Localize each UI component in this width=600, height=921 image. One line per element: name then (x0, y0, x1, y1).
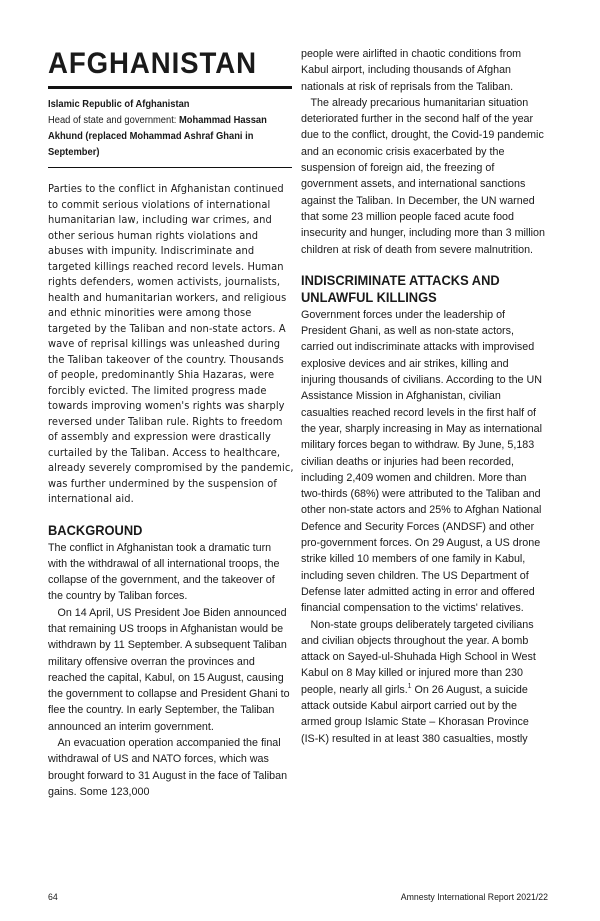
background-heading: BACKGROUND (48, 521, 143, 538)
report-title: Amnesty International Report 2021/22 (400, 892, 548, 903)
background-paragraph-3-continued: people were airlifted in chaotic conditions from Kabul airport, including thousands of Afghan nationals at risk of reprisals from the Taliban. (301, 48, 522, 93)
title-rule (48, 86, 292, 89)
head-label: Head of state and government: (48, 115, 180, 126)
summary-text: Parties to the conflict in Afghanistan continued to commit serious violations of international humanitarian law, including war crimes, and other serious human rights violations and abuses with impunity. Indiscriminate and targeted killings reached record levels. Human rights defenders, women activists, journalists, health and humanitarian workers, and religious and ethnic minorities were among those targeted by the Taliban and non-state actors. A wave of reprisal killings was unleashed during the Taliban takeover of the country. Thousands of people, predominantly Shia Hazaras, were forcibly evicted. The limited progress made towards improving women's rights was sharply reversed under Taliban rule. Rights to freedom of assembly and expression were drastically curtailed by the Taliban. Access to healthcare, already severely compromised by the pandemic, was further undermined by the suspension of international aid. (48, 183, 294, 505)
background-paragraph-1: The conflict in Afghanistan took a dramatic turn with the withdrawal of all international troops, the collapse of the government, and the takeover of the country by Taliban forces. (48, 541, 280, 603)
attacks-paragraph-1: Government forces under the leadership of President Ghani, as well as non-state actors, carried out indiscriminate attacks with improvised explosive devices and air strikes, killing and injuring thousands of civilians. According to the UN Assistance Mission in Afghanistan, civilian casualties reached record levels in the first half of the year, sharply increasing in May as international military forces began to withdraw. By June, 5,183 civilian deaths or injuries had been recorded, including 2,409 women and children. More than two-thirds (68%) were attributed to the Taliban and other non-state actors and 25% to Afghan National Defence and Security Forces (ANDSF) and other pro-government forces. On 29 August, a US drone strike killed 10 members of one family in Kabul, including seven children. The US Department of Defense later admitted acting in error and offered financial compensation to the victims' relatives. (301, 308, 543, 615)
page-title: AFGHANISTAN (48, 47, 257, 80)
meta-rule (48, 167, 292, 168)
attacks-paragraph-2-end: On 26 August, a suicide attack outside Kabul airport carried out by the armed group Islamic State – Khorasan Province (IS-K) resulted in at least 380 casualties, mostly (301, 683, 529, 745)
country-meta (48, 97, 291, 161)
background-paragraph-4: The already precarious humanitarian situation deteriorated further in the second half of the year due to the conflict, drought, the Covid-19 pandemic and an economic crisis exacerbated by the suspension of foreign aid, the freezing of government assets, and international sanctions against the Taliban. In December, the UN warned that some 23 million people faced acute food insecurity and hunger, including more than 3 million children at risk of death from severe malnutrition. (301, 96, 546, 256)
attacks-paragraph-2 (301, 617, 545, 747)
attacks-heading: INDISCRIMINATE ATTACKS AND UNLAWFUL KILLINGS (301, 271, 500, 305)
footnote-ref: 1 (407, 682, 412, 690)
head-value: Mohammad Hassan Akhund (replaced Mohammad Ashraf Ghani in September) (48, 115, 267, 158)
attacks-paragraph-2-start: Non-state groups deliberately targeted civilians and civilian objects throughout the year. A bomb attack on Sayed-ul-Shuhada High School in West Kabul on 8 May killed or injured more than 230 people, nearly all girls. (301, 618, 536, 696)
background-paragraph-3: An evacuation operation accompanied the final withdrawal of US and NATO forces, which was brought forward to 31 August in the face of Taliban gains. Some 123,000 (48, 737, 288, 798)
head-of-state (48, 113, 291, 161)
page-number: 64 (48, 892, 58, 903)
background-paragraph-2: On 14 April, US President Joe Biden announced that remaining US troops in Afghanistan would be withdrawn by 11 September. A subsequent Taliban military offensive overran the provinces and reached the capital, Kabul, on 15 August, causing the government to collapse and President Ghani to flee the country. In early September, the Taliban announced an interim government. (48, 606, 290, 733)
left-column (48, 46, 292, 800)
right-column (301, 46, 547, 747)
official-name: Islamic Republic of Afghanistan (48, 99, 190, 110)
